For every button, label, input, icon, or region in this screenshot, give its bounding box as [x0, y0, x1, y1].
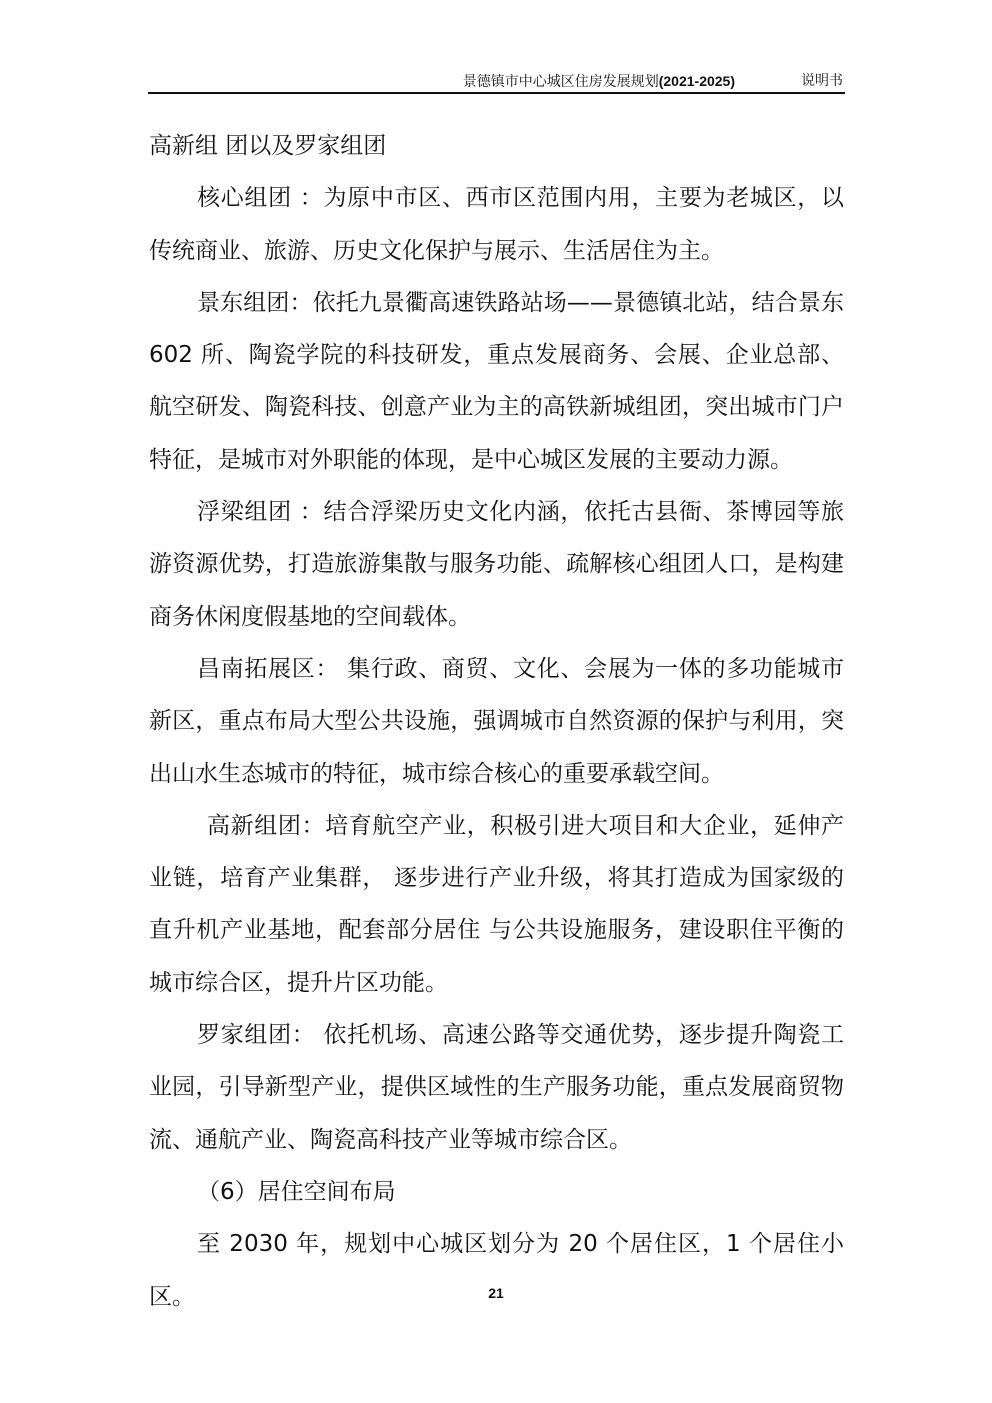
section-heading-residential-layout: （6）居住空间布局: [197, 1178, 396, 1205]
paragraph-continuation: 高新组 团以及罗家组团: [149, 133, 387, 159]
page-number: 21: [488, 1285, 504, 1301]
paragraph-luojia-cluster: 罗家组团： 依托机场、高速公路等交通优势，逐步提升陶瓷工业园，引导新型产业，提供区域性的生产服务功能，重点发展商贸物流、通航产业、陶瓷高科技产业等城市综合区。: [149, 1022, 844, 1153]
paragraph-changnan-expansion: 昌南拓展区： 集行政、商贸、文化、会展为一体的多功能城市新区，重点布局大型公共设施，强调城市自然资源的保护与利用，突出山水生态城市的特征，城市综合核心的重要承载空间。: [149, 655, 844, 787]
page-header: [148, 70, 845, 94]
document-year-range: (2021-2025): [658, 73, 735, 89]
document-body: [149, 120, 844, 1323]
document-title: 景德镇市中心城区住房发展规划(2021-2025): [462, 73, 735, 90]
paragraph-jingdong-cluster: 景东组团：依托九景衢高速铁路站场——景德镇北站，结合景东 602 所、陶瓷学院的科技研发，重点发展商务、会展、企业总部、航空研发、陶瓷科技、创意产业为主的高铁新城组团，突出城市门户特征，是城市对外职能的体现，是中心城区发展的主要动力源。: [149, 289, 844, 473]
paragraph-core-cluster: 核心组团 ：为原中市区、西市区范围内用，主要为老城区，以传统商业、旅游、历史文化保护与展示、生活居住为主。: [149, 185, 844, 264]
paragraph-hitech-cluster: 高新组团：培育航空产业，积极引进大项目和大企业，延伸产业链，培育产业集群， 逐步进行产业升级，将其打造成为国家级的直升机产业基地，配套部分居住 与公共设施服务，建设职住平衡的城市综合区，提升片区功能。: [149, 812, 844, 996]
paragraph-residential-districts: 至 2030 年，规划中心城区划分为 20 个居住区，1 个居住小区。: [149, 1231, 844, 1310]
paragraph-fuliang-cluster: 浮梁组团 ：结合浮梁历史文化内涵，依托古县衙、茶博园等旅游资源优势，打造旅游集散与服务功能、疏解核心组团人口，是构建商务休闲度假基地的空间载体。: [149, 499, 844, 630]
document-type-label: 说明书: [801, 73, 843, 89]
